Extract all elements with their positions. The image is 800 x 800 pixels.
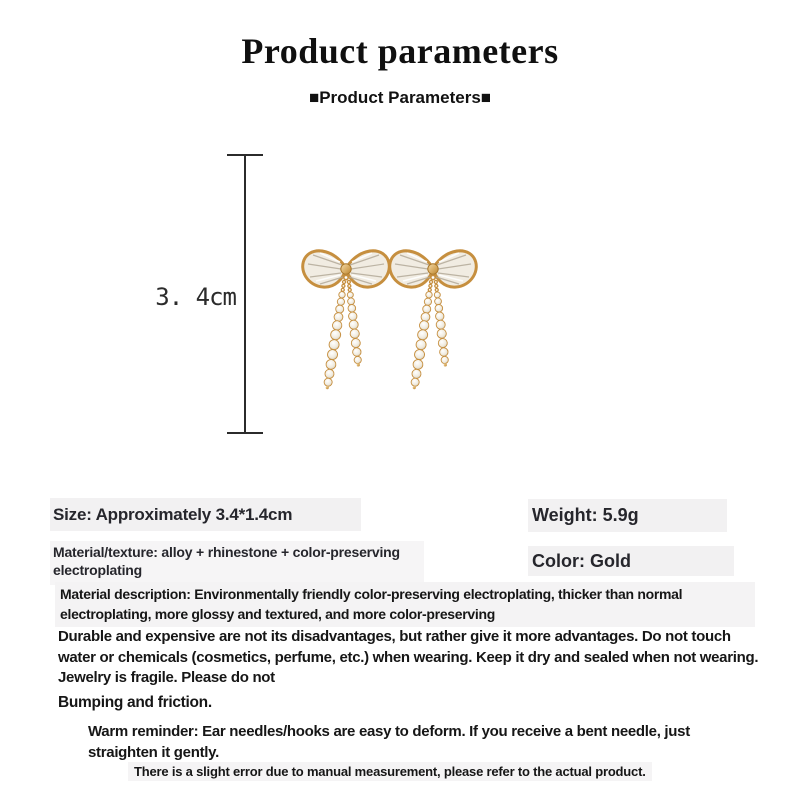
spec-size-text: Size: Approximately 3.4*1.4cm xyxy=(53,504,293,524)
warm-reminder: Warm reminder: Ear needles/hooks are easy to deform. If you receive a bent needle, just straighten it gently. xyxy=(88,723,690,761)
page-subtitle: ■Product Parameters■ xyxy=(308,88,492,107)
spec-material: Material/texture: alloy + rhinestone + color-preserving electroplating xyxy=(50,541,424,585)
earring-left xyxy=(303,251,390,390)
page-title: Product parameters xyxy=(241,31,559,71)
spec-color-text: Color: Gold xyxy=(532,550,631,571)
bumping-note: Bumping and friction. xyxy=(58,694,212,711)
spec-size xyxy=(50,498,361,531)
material-description: Material description: Environmentally friendly color-preserving electroplating, thicker than normal electroplating, more glossy and textured, and more color-preserving xyxy=(55,582,755,627)
spec-weight-text: Weight: 5.9g xyxy=(532,505,639,525)
earrings-illustration xyxy=(293,236,493,408)
spec-weight xyxy=(528,499,727,532)
measurement-line xyxy=(244,155,246,434)
durability-note: Durable and expensive are not its disadvantages, but rather give it more advantages. Do not touch water or chemicals (cosmetics, perfume, etc.) when wearing. Keep it dry and sealed when not wearing. Jewelry is fragile. Please do not xyxy=(58,628,759,686)
measurement-disclaimer: There is a slight error due to manual measurement, please refer to the actual product. xyxy=(128,762,652,781)
measurement-cap-bottom xyxy=(227,432,263,434)
measurement-label: 3. 4cm xyxy=(155,283,236,311)
spec-color xyxy=(528,546,734,576)
earring-right xyxy=(390,251,477,390)
